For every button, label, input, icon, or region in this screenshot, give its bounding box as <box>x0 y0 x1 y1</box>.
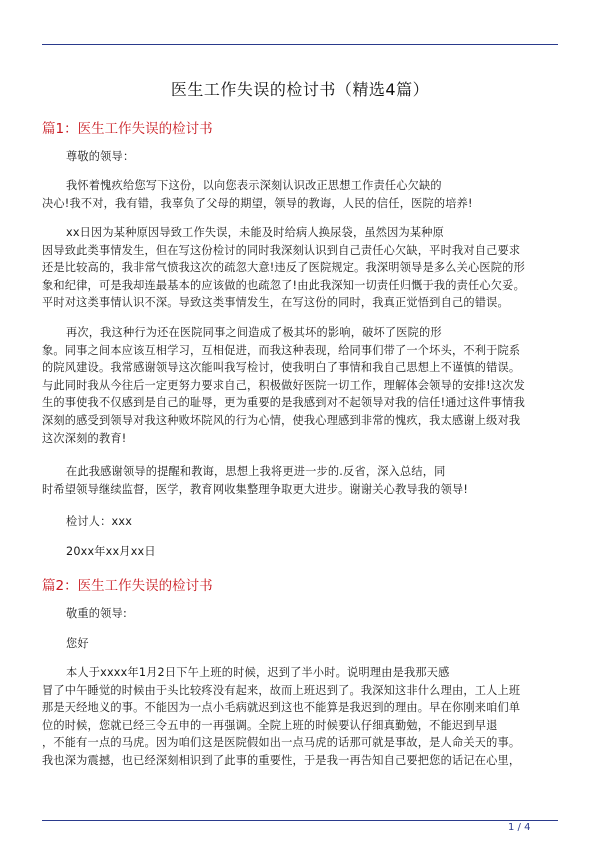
text-line: 位的时候，您就已经三令五申的一再强调。全院上班的时候要认仔细真勤勉，不能迟到早退 <box>42 718 498 732</box>
text-line: 我怀着愧疚给您写下这份，以向您表示深刻认识改正思想工作责任心欠缺的 <box>66 179 442 192</box>
text-line: 那是天经地义的事。不能因为一点小毛病就迟到这也不能算是我迟到的理由。早在你刚来咱们单 <box>42 701 521 715</box>
section-2-heading: 篇2：医生工作失误的检讨书 <box>42 578 213 594</box>
text-line: 再次，我这种行为还在医院同事之间造成了极其坏的影响，破坏了医院的形 <box>66 326 442 339</box>
text-line: 时希望领导继续监督，医学，教育网收集整理争取更大进步。谢谢关心教导我的领导! <box>42 482 469 496</box>
text-line: xx日因为某种原因导致工作失误，未能及时给病人换尿袋，虽然因为某种原 <box>66 226 445 239</box>
text-line: 尊敬的领导： <box>66 150 135 163</box>
s1-paragraph-4 <box>42 463 558 498</box>
text-line: 20xx年xx月xx日 <box>66 545 156 558</box>
text-line: 深刻的感受到领导对我这种败坏院风的行为心情，使我心理感到非常的愧疚，我太感谢上级对我 <box>42 413 521 427</box>
text-line: 生的事使我不仅感到是自己的耻辱，更为重要的是我感到对不起领导对我的信任!通过这件事情我 <box>42 396 525 410</box>
text-line: 还是比较高的，我非常气愤我这次的疏忽大意!违反了医院规定。我深明领导是多么关心医院的形 <box>42 261 525 275</box>
text-line: 因导致此类事情发生，但在写这份检讨的同时我深刻认识到自己责任心欠缺，平时我对自己要求 <box>42 243 521 257</box>
text-line: 与此同时我从今往后一定更努力要求自己，积极做好医院一切工作，理解体会领导的安排!这次发 <box>42 378 525 392</box>
s2-greeting <box>42 635 558 653</box>
text-line: 本人于xxxx年1月2日下午上班的时候，迟到了半小时。说明理由是我那天感 <box>66 666 450 679</box>
section-1-heading: 篇1：医生工作失误的检讨书 <box>42 121 213 137</box>
footer-rule <box>42 820 558 821</box>
document-title: 医生工作失误的检讨书（精选4篇） <box>170 80 430 99</box>
text-line: 象。同事之间本应该互相学习，互相促进，而我这种表现，给同事们带了一个坏头，不利于院系 <box>42 343 521 357</box>
s1-salutation <box>42 148 558 166</box>
s2-salutation <box>42 605 558 623</box>
text-line: 决心!我不对，我有错，我辜负了父母的期望，领导的教诲，人民的信任，医院的培养! <box>42 196 473 210</box>
text-line: 敬重的领导: <box>66 607 127 620</box>
text-line: 在此我感谢领导的提醒和教诲，思想上我将更进一步的.反省，深入总结，同 <box>66 465 446 478</box>
text-line: 的院风建设。我常感谢领导这次能叫我写检讨，使我明白了事情和我自己思想上不谨慎的错误。 <box>42 361 521 375</box>
text-line: 我也深为震撼，也已经深刻相识到了此事的重要性，于是我一再告知自己要把您的话记在心里， <box>42 753 521 767</box>
s1-date <box>42 543 558 561</box>
text-line: 冒了中午睡觉的时候由于头比较疼没有起来，故而上班迟到了。我深知这非什么理由，工人上班 <box>42 683 521 697</box>
text-line: ，不能有一点的马虎。因为咱们这是医院假如出一点马虎的话那可就是事故，是人命关天的事。 <box>42 736 521 750</box>
text-line: 象和纪律，可是我却连最基本的应该做的也疏忽了!由此我深知一切责任归慨于我的责任心欠妥。 <box>42 278 525 292</box>
text-line: 您好 <box>66 637 89 650</box>
text-line: 这次深刻的教育! <box>42 431 127 445</box>
header-rule <box>42 44 558 45</box>
s1-paragraph-3 <box>42 324 558 447</box>
page-indicator: 1 / 4 <box>508 822 531 833</box>
text-line: 检讨人：xxx <box>66 515 133 528</box>
text-line: 平时对这类事情认识不深。导致这类事情发生，在写这份的同时，我真正觉悟到自己的错误。 <box>42 296 509 310</box>
s1-paragraph-2 <box>42 224 558 312</box>
s2-paragraph-1 <box>42 664 558 770</box>
s1-signer <box>42 513 558 531</box>
s1-paragraph-1 <box>42 177 558 212</box>
